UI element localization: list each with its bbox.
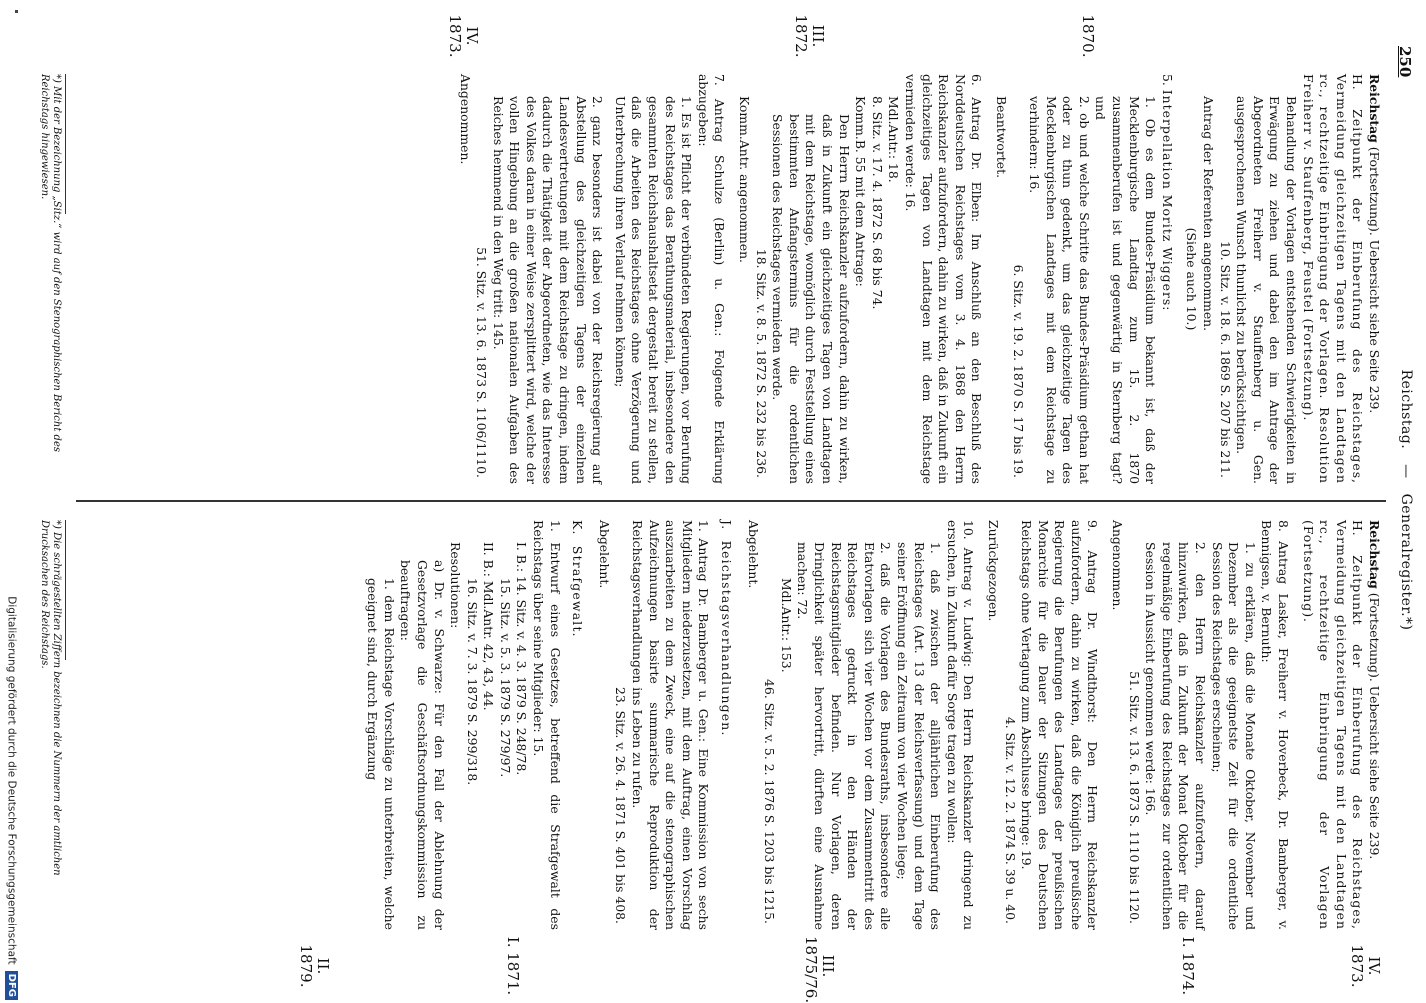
- entry-8-result: Angenommen.: [1110, 520, 1126, 611]
- entry-7-point-2: 2. ganz besonders ist dabei von der Reichsregierung auf Abstellung des gleichzeitigen Tagens der einzelnen Landesvertretungen mit dem Reichstage zu dringen, indem dadurch die Thätigkeit der Abgeordneten, wie das Interesse des Volkes daran in einer Weise zersplittert wird, welche der vollen Hingebung an die großen nationalen Aufgaben des Reiches hemmend in den Weg tritt: 145.: [490, 96, 606, 484]
- left-entry-continued: Behandlung der Vorlagen entstehenden Schwierigkeiten in Erwägung zu ziehen und dabei den im Antrage der Abgeordneten Freiherr v. Stauffenberg u. Gen. ausgesprochenen Wunsch thunlichst zu berücksichtigen.: [1234, 96, 1300, 484]
- entry-10-ref: 46. Sitz. v. 5. 2. 1876 S. 1203 bis 1215.: [762, 679, 778, 924]
- entry-6-committee: Komm.B. 55 mit dem Antrage:: [853, 96, 869, 287]
- entry-j1-ref: 23. Sitz. v. 26. 4. 1871 S. 401 bis 408.: [613, 686, 629, 924]
- entry-7-text: Antrag Schulze (Berlin) u. Gen.: Folgende Erklärung abzugeben:: [695, 74, 728, 484]
- entry-7-ref: 51. Sitz. v. 13. 6. 1873 S. 1106/1110.: [474, 247, 490, 478]
- entry-10-text: Antrag v. Ludwig: Den Herrn Reichskanzler dringend zu ersuchen, in Zukunft dafür Sorge tragen zu wollen:: [944, 520, 977, 930]
- left-intro-rest: (Fortsetzung). Uebersicht siehe Seite 239.: [1367, 142, 1382, 414]
- entry-k1-text: Entwurf eines Gesetzes, betreffend die Strafgewalt des Reichstags über seine Mitglieder: 15.: [531, 520, 563, 930]
- left-period-1870: 1870.: [1079, 14, 1097, 58]
- entry-k1-ref-1: I. B.: 14. Sitz. v. 4. 3. 1879 S. 248/78.: [514, 542, 530, 776]
- entry-j1-text: Antrag Dr. Bamberger u. Gen.: Eine Kommission von sechs Mitgliedern niederzusetzen, mit dem Auftrag, einen Vorschlag auszuarbeiten zu dem Zweck, eine auf die stenographischen Aufzeichnungen basirte summarische Reproduktion der Reichstagsverhandlungen ins Leben zu rufen.: [630, 520, 712, 930]
- entry-10-point-1: 1. daß zwischen der alljährlichen Einberufung des Reichstages (Art. 13 der Reichsverfassung) und dem Tage seiner Eröffnung ein Zeitraum von vier Wochen liege;: [894, 542, 944, 930]
- right-intro-run: Reichstag: [1367, 520, 1382, 589]
- section-j-letter: J.: [719, 520, 735, 531]
- entry-10: [943, 520, 976, 930]
- running-header: [1398, 0, 1414, 1000]
- right-period-1871: I. 1871.: [504, 936, 522, 996]
- entry-6: [901, 74, 984, 484]
- entry-6-number: 6.: [969, 74, 985, 86]
- entry-k1-ref-3: II. B.: Mdl.Antr. 42, 43, 44.: [481, 542, 497, 711]
- left-section-h: [1299, 74, 1365, 484]
- digitization-note: [5, 0, 18, 1000]
- left-column: [456, 74, 1382, 484]
- left-intro-run: Reichstag: [1367, 74, 1382, 143]
- entry-6-ref-2: 18. Sitz. v. 8. 5. 1872 S. 232 bis 236.: [753, 248, 769, 478]
- header-right-title: Generalregister.*): [1398, 493, 1414, 631]
- right-section-h: [1299, 520, 1365, 930]
- entry-j1: [628, 520, 711, 930]
- footnote-left: *) Mit der Bezeichnung „Sitz.“ wird auf den Stenographischen Bericht des Reichstags hingewiesen.: [39, 74, 62, 452]
- entry-8-text: Antrag Lasker, Freiherr v. Hoverbeck, Dr. Bamberger, v. Bennigsen, v. Bernuth:: [1259, 520, 1292, 930]
- entry-5: [1158, 74, 1175, 484]
- entry-k1-resolutions-head: Resolutionen:: [448, 542, 464, 629]
- entry-9-number: 9.: [1085, 520, 1101, 532]
- section-k-letter: K.: [570, 520, 586, 536]
- footnote-rule-left: [65, 74, 66, 214]
- header-separator: —: [1398, 464, 1414, 479]
- left-period-1872: III. 1872.: [792, 14, 827, 58]
- entry-5-title: Interpellation Moritz Wiggers:: [1159, 89, 1175, 312]
- left-period-1873: IV. 1873.: [446, 14, 481, 58]
- entry-5-number: 5.: [1159, 74, 1175, 86]
- entry-10-point-2: 2. daß die Vorlagen des Bundesraths, insbesondere alle Etatvorlagen sich vier Wochen vor dem Zusammentritt des Reichstages gedruckt in den Händen der Reichstagsmitglieder befinden. Nur Vorlagen, deren Dringlichkeit später hervortritt, dürften eine Ausnahme machen: 72.: [795, 542, 894, 930]
- footnote-right: *) Die schrägestellten Ziffern bezeichnen die Nummern der amtlichen Drucksachen des Reichstags.: [39, 520, 62, 876]
- entry-10-motion: Mdl.Antr.: 153.: [778, 578, 794, 673]
- entry-8-number: 8.: [1276, 520, 1292, 532]
- right-period-1875-76: III. 1875/76.: [802, 936, 837, 1003]
- entry-8-point-1: 1. zu erklären, daß die Monate Oktober, November und Dezember als die geeignetste Zeit für die ordentliche Session des Reichstages erscheinen;: [1209, 542, 1258, 930]
- left-section-h-text: Zeitpunkt der Einberufung des Reichstages, Vermeidung gleichzeitigen Tagens mit den Landtagen rc., rechtzeitige Einbringung der Vorlagen. Resolution Freiherr v. Stauffenberg, Feustel (Fortsetzung).: [1300, 74, 1366, 484]
- right-intro: [1365, 520, 1382, 930]
- left-intro: [1365, 74, 1382, 484]
- entry-k1-number: 1.: [547, 520, 563, 532]
- entry-6-committee-text: Den Herrn Reichskanzler aufzufordern, dahin zu wirken, daß in Zukunft ein gleichzeitiges Tagen von Landtagen mit dem Reichstage, womöglich durch Feststellung eines bestimmten Anfangstermins für die ordentlichen Sessionen des Reichstages vermieden werde.: [770, 114, 852, 484]
- entry-7: [694, 74, 727, 484]
- right-column: [364, 520, 1382, 930]
- section-j-heading: [717, 520, 734, 930]
- right-period-1873: IV. 1873.: [1348, 944, 1383, 988]
- entry-8-point-2: 2. den Herrn Reichskanzler aufzufordern, darauf hinzuwirken, daß in Zukunft der Monat Oktober für die regelmäßige Einberufung des Reichstages zur ordentlichen Session in Aussicht genommen werde: 166.: [1143, 542, 1209, 930]
- entry-7-point-1: 1. Es ist Pflicht der verbündeten Regierungen, vor Berufung des Reichstages das Berathungsmaterial, insbesondere den gesammten Reichshaushaltsetat dergestalt bereit zu stellen, daß die Arbeiten des Reichstages ohne Verzögerung und Unterbrechung ihren Verlauf nehmen können;: [612, 96, 695, 484]
- digitization-text: Digitalisierung gefördert durch die Deutsche Forschungsgemeinschaft: [5, 596, 18, 965]
- entry-8: [1258, 520, 1291, 930]
- entry-k1-ref-2: 15. Sitz. v. 5. 3. 1879 S. 279/97.: [497, 578, 513, 778]
- entry-k1-resolution-a: a) Dr. v. Schwarze: Für den Fall der Ablehnung der Gesetzvorlage die Geschäftsordnungskommission zu beauftragen:: [398, 560, 447, 930]
- entry-6-ref-1: 8. Sitz. v. 17. 4. 1872 S. 68 bis 74.: [869, 96, 885, 310]
- right-section-h-letter: H.: [1350, 520, 1366, 537]
- entry-8-ref: 51. Sitz. v. 13. 6. 1873 S. 1110 bis 1120.: [1126, 671, 1142, 924]
- entry-5-result: Beantwortet.: [993, 96, 1009, 179]
- section-k-title: Strafgewalt.: [570, 545, 586, 638]
- entry-6-motion: Mdl.Antr.: 18.: [886, 96, 902, 183]
- right-period-1879: II. 1879.: [297, 944, 332, 988]
- left-entry-see-also: (Siehe auch 10.): [1184, 227, 1200, 331]
- entry-j1-number: 1.: [696, 520, 712, 532]
- footnote-rule-right: [65, 520, 66, 660]
- right-period-1874: I. 1874.: [1179, 936, 1197, 996]
- column-divider: [76, 500, 1386, 502]
- entry-k1-resolution-a1: 1. dem Reichstage Vorschläge zu unterbreiten, welche geeignet sind, durch Ergänzung: [365, 578, 397, 930]
- entry-9-ref: 4. Sitz. v. 12. 2. 1874 S. 39 u. 40.: [1002, 716, 1018, 924]
- entry-k1-ref-4: 16. Sitz. v. 7. 3. 1879 S. 299/318.: [464, 578, 480, 786]
- header-left-title: Reichstag.: [1398, 369, 1414, 450]
- right-section-h-text: Zeitpunkt der Einberufung des Reichstages, Vermeidung gleichzeitigen Tagens mit den Landtagen rc., rechtzeitige Einbringung der Vorlagen (Fortsetzung).: [1300, 520, 1366, 930]
- entry-9-text: Antrag Dr. Windthorst: Den Herrn Reichskanzler aufzufordern, dahin zu wirken, daß die Königlich preußische Regierung die Berufungen des Landtages der preußischen Monarchie für die Dauer der Sitzungen des Deutschen Reichstags ohne Vertagung zum Abschlusse bringe: 19.: [1019, 520, 1101, 930]
- section-j-title: Reichstagsverhandlungen.: [719, 540, 735, 737]
- page-number: 250: [1396, 46, 1414, 78]
- left-entry-continued-result: Antrag der Referenten angenommen.: [1201, 96, 1217, 332]
- entry-10-number: 10.: [961, 520, 977, 540]
- left-section-h-letter: H.: [1350, 74, 1366, 91]
- section-k-heading: [569, 520, 586, 930]
- entry-5-question-1: 1. Ob es dem Bundes-Präsidium bekannt ist, daß der Mecklenburgische Landtag zum 15. 2. 1870 zusammenberufen ist und gegenwärtig in Sternberg tagt? und: [1093, 96, 1159, 484]
- entry-5-ref: 6. Sitz. v. 19. 2. 1870 S. 17 bis 19.: [1010, 264, 1026, 478]
- entry-9-result: Zurückgezogen.: [985, 520, 1001, 622]
- dfg-logo: DFG: [5, 971, 18, 1000]
- entry-7-number: 7.: [712, 74, 728, 86]
- entry-j1-result: Abgelehnt.: [596, 520, 612, 589]
- entry-k1: [530, 520, 563, 930]
- entry-6-result: Komm.Antr. angenommen.: [737, 96, 753, 263]
- entry-10-result: Abgelehnt.: [745, 520, 761, 589]
- entry-7-result: Angenommen.: [457, 74, 473, 165]
- entry-6-text: Antrag Dr. Elben: Im Anschluß an den Beschluß des Norddeutschen Reichstages vom 3. 4. 1868 den Herrn Reichskanzler aufzufordern, dahin zu wirken, daß in Zukunft ein gleichzeitiges Tagen von Landtagen mit dem Reichstage vermieden werde: 16.: [902, 74, 985, 484]
- entry-9: [1018, 520, 1101, 930]
- entry-5-question-2: 2. ob und welche Schritte das Bundes-Präsidium gethan hat oder zu thun gedenkt, um das gleichzeitige Tagen des Mecklenburgischen Landtages mit dem Reichstage zu verhindern: 16.: [1027, 96, 1092, 484]
- left-entry-continued-ref: 10. Sitz. v. 18. 6. 1869 S. 207 bis 211.: [1217, 240, 1233, 478]
- right-intro-rest: (Fortsetzung). Uebersicht siehe Seite 239.: [1367, 588, 1382, 860]
